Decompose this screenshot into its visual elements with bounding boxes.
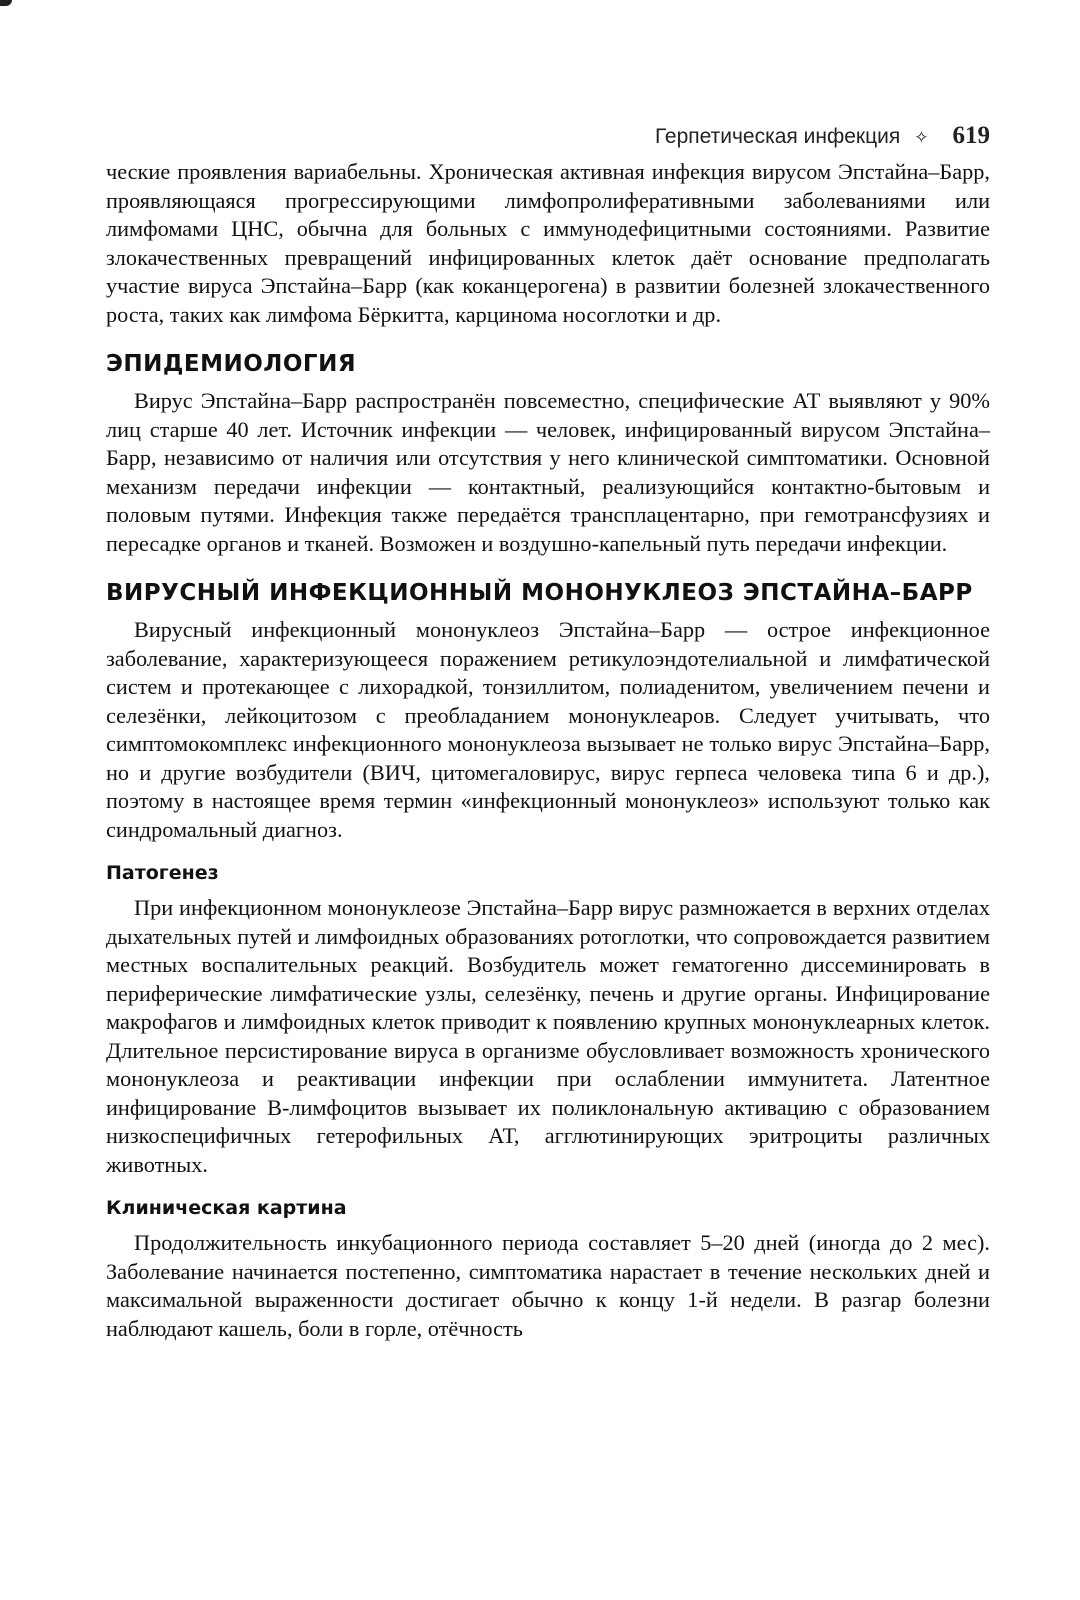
mononucleosis-paragraph: Вирусный инфекционный мононуклеоз Эпстайна–Барр — острое инфекционное заболевание, характеризующееся поражением ретикулоэндотелиальной и лимфатической систем и протекающее с лихорадкой, тонзиллитом, полиаденитом, увеличением печени и селезёнки, лейкоцитозом с преобладанием мононуклеаров. Следует учитывать, что симптомокомплекс инфекционного мононуклеоза вызывает не только вирус Эпстайна–Барр, но и другие возбудители (ВИЧ, цитомегаловирус, вирус герпеса человека типа 6 и др.), поэтому в настоящее время термин «инфекционный мононуклеоз» используют только как синдромальный диагноз.: [106, 617, 990, 842]
scan-corner-mark: [0, 0, 12, 6]
epidemiology-paragraph: Вирус Эпстайна–Барр распространён повсеместно, специфические АТ выявляют у 90% лиц старше 40 лет. Источник инфекции — человек, инфицированный вирусом Эпстайна–Барр, независимо от наличия или отсутствия у него клинической симптоматики. Основной механизм передачи инфекции — контактный, реализующийся контактно-бытовым и половым путями. Инфекция также передаётся трансплацентарно, при гемотрансфузиях и пересадке органов и тканей. Возможен и воздушно-капельный путь передачи инфекции.: [106, 388, 990, 556]
subheading-clinical-picture: Клиническая картина: [106, 1197, 347, 1219]
pathogenesis-paragraph: При инфекционном мононуклеозе Эпстайна–Барр вирус размножается в верхних отделах дыхательных путей и лимфоидных образованиях ротоглотки, что сопровождается развитием местных воспалительных реакций. Возбудитель может гематогенно диссеминировать в периферические лимфатические узлы, селезёнку, печень и другие органы. Инфицирование макрофагов и лимфоидных клеток приводит к появлению крупных мононуклеарных клеток. Длительное персистирование вируса в организме обусловливает возможность хронического мононуклеоза и реактивации инфекции при ослаблении иммунитета. Латентное инфицирование В-лимфоцитов вызывает их поликлональную активацию с образованием низкоспецифичных гетерофильных АТ, агглютинирующих эритроциты различных животных.: [106, 895, 990, 1177]
book-page: [106, 122, 990, 1343]
running-head: [106, 122, 990, 158]
clinical-paragraph: Продолжительность инкубационного периода составляет 5–20 дней (иногда до 2 мес). Заболевание начинается постепенно, симптоматика нарастает в течение нескольких дней и максимальной выраженности достигает обычно к концу 1-й недели. В разгар болезни наблюдают кашель, боли в горле, отёчность: [106, 1230, 990, 1341]
page-number: 619: [952, 122, 990, 149]
subheading-pathogenesis: Патогенез: [106, 862, 219, 884]
section-heading-epidemiology: ЭПИДЕМИОЛОГИЯ: [106, 351, 357, 377]
diamond-icon: ✧: [914, 128, 929, 147]
section-heading-mononucleosis: ВИРУСНЫЙ ИНФЕКЦИОННЫЙ МОНОНУКЛЕОЗ ЭПСТАЙНА–БАРР: [106, 580, 973, 606]
running-title: Герпетическая инфекция: [654, 125, 901, 148]
intro-paragraph: ческие проявления вариабельны. Хроническая активная инфекция вирусом Эпстайна–Барр, проявляющаяся прогрессирующими лимфопролиферативными заболеваниями или лимфомами ЦНС, обычна для больных с иммунодефицитными состояниями. Развитие злокачественных превращений инфицированных клеток даёт основание предполагать участие вируса Эпстайна–Барр (как коканцерогена) в развитии болезней злокачественного роста, таких как лимфома Бёркитта, карцинома носоглотки и др.: [106, 159, 990, 327]
